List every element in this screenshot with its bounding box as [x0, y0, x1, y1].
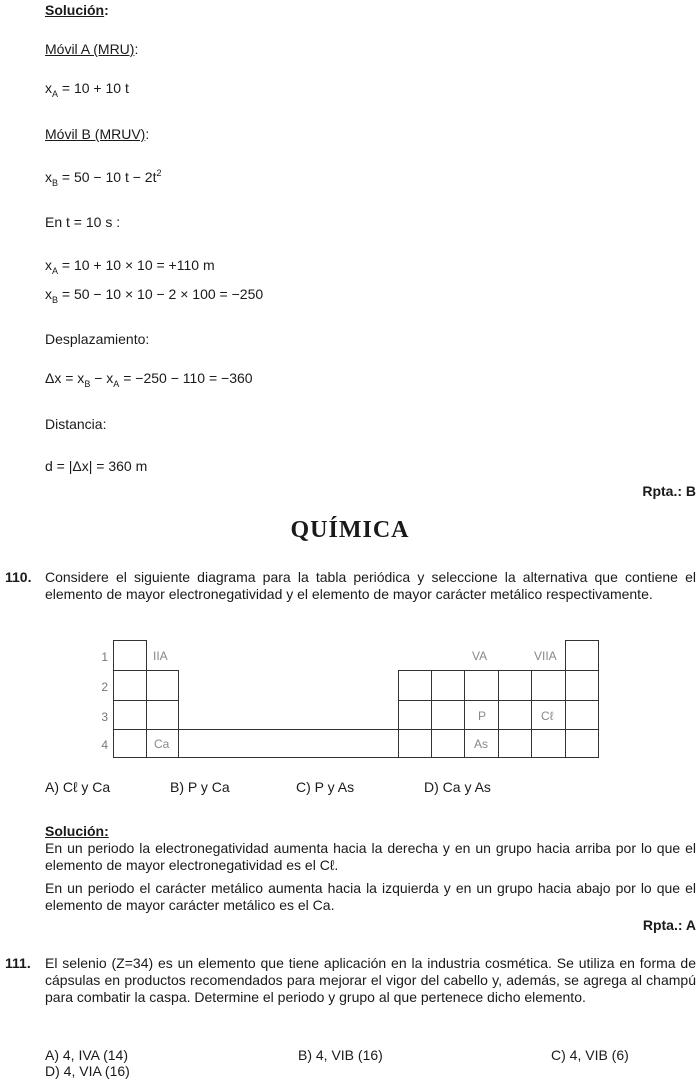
period-label-3: 3 — [101, 710, 108, 724]
section-title: QUÍMICA — [290, 517, 410, 543]
table-cell — [565, 640, 599, 671]
period-label-2: 2 — [101, 680, 108, 694]
distancia-label: Distancia: — [45, 416, 107, 432]
option-c-110[interactable]: C) P y As — [296, 779, 355, 795]
xa-equation: $x_A = 10 + 10$ t — [45, 80, 129, 99]
question-text-111: El selenio (Z=34) es un elemento que tiene aplicación en la industria cosmética. Se utiliza en forma de cápsulas en productos recomendados para mejorar el vigor del cabello y, además, se agrega al champú para combatir la caspa. Determine el periodo y grupo al que pertenece dicho elemento. — [45, 955, 696, 1005]
option-c-111[interactable]: C) 4, VIB (6) — [551, 1047, 629, 1063]
option-a-111[interactable]: A) 4, IVA (14) — [45, 1047, 128, 1063]
table-cell — [113, 670, 147, 701]
xb-evaluation: $x_B = 50 - 10 \times 10 - 2 \times 100 = -250$ — [45, 286, 264, 305]
table-cell — [113, 640, 147, 671]
option-b-110[interactable]: B) P y Ca — [170, 779, 230, 795]
table-cell — [498, 670, 532, 701]
question-number-111: 111. — [5, 955, 31, 971]
option-a-110[interactable]: A) Cℓ y Ca — [45, 779, 111, 795]
question-text-110: Considere el siguiente diagrama para la tabla periódica y seleccione la alternativa que contiene el elemento de mayor electronegatividad y el elemento de mayor carácter metálico respectivamente. — [45, 569, 696, 602]
xb-equation: $x_B = 50 - 10$ $t - 2t^2$ — [45, 168, 162, 188]
table-cell — [146, 670, 179, 701]
movil-a-label: Móvil A (MRU): — [45, 41, 139, 57]
solution-text-110-p1: En un periodo la electronegatividad aumenta hacia la derecha y en un grupo hacia arriba por lo que el elemento de mayor electronegatividad es el Cℓ. — [45, 840, 696, 873]
element-p: P — [478, 709, 487, 723]
displacement-equation: $\Delta x = x_B - x_A = -250 - 110 = -360$ — [45, 370, 253, 389]
table-cell — [531, 729, 566, 758]
distance-equation: d = |Δx| = 360 m — [45, 458, 148, 474]
question-number-110: 110. — [5, 569, 32, 585]
desplazamiento-label: Desplazamiento: — [45, 331, 150, 347]
table-cell — [498, 729, 532, 758]
table-cell — [431, 670, 465, 701]
table-cell — [113, 729, 147, 758]
solution-heading: Solución: — [45, 2, 109, 18]
table-cell — [464, 670, 499, 701]
table-cell — [431, 729, 465, 758]
table-cell — [398, 700, 432, 730]
table-cell — [565, 700, 599, 730]
table-cell — [398, 729, 432, 758]
element-cl: Cℓ — [541, 709, 554, 723]
group-label-va: VA — [472, 649, 488, 663]
table-cell — [565, 670, 599, 701]
element-ca: Ca — [154, 737, 170, 751]
period-label-4: 4 — [101, 738, 108, 752]
table-cell — [113, 700, 147, 730]
table-cell — [431, 700, 465, 730]
solution-heading-110: Solución: — [45, 823, 109, 839]
solution-text-110-p2: En un periodo el carácter metálico aumenta hacia la izquierda y en un grupo hacia abajo por lo que el elemento de mayor carácter metálico es el Ca. — [45, 880, 696, 913]
answer-q110: Rpta.: A — [642, 917, 696, 933]
table-cell — [565, 729, 599, 758]
option-b-111[interactable]: B) 4, VIB (16) — [298, 1047, 383, 1063]
table-cell — [531, 670, 566, 701]
element-as: As — [474, 737, 489, 751]
option-d-110[interactable]: D) Ca y As — [424, 779, 491, 795]
table-cell — [146, 700, 179, 730]
movil-b-label: Móvil B (MRUV): — [45, 126, 150, 142]
table-cell — [498, 700, 532, 730]
period-label-1: 1 — [101, 650, 108, 664]
answer-q109: Rpta.: B — [642, 483, 696, 499]
table-cell — [398, 670, 432, 701]
time-condition: En t = 10 s : — [45, 214, 121, 230]
option-d-111[interactable]: D) 4, VIA (16) — [45, 1063, 130, 1079]
xa-evaluation: $x_A = 10 + 10 \times 10 = +110$ m — [45, 257, 215, 276]
group-label-viia: VIIA — [534, 649, 557, 663]
transition-metals-row — [178, 729, 399, 758]
group-label-iia: IIA — [153, 649, 168, 663]
